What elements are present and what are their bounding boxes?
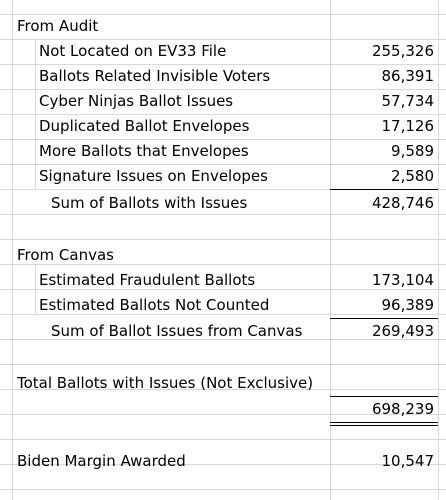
grid-line bbox=[0, 364, 446, 365]
canvas-row-value: 173,104 bbox=[371, 271, 434, 289]
audit-sum-value: 428,746 bbox=[371, 194, 434, 212]
grid-column-line bbox=[35, 39, 36, 189]
grid-line bbox=[0, 489, 446, 490]
canvas-row-label: Estimated Fraudulent Ballots bbox=[39, 271, 256, 289]
double-underline-top bbox=[330, 422, 438, 423]
audit-row-value: 17,126 bbox=[381, 117, 434, 135]
canvas-row-label: Estimated Ballots Not Counted bbox=[39, 296, 270, 314]
audit-row-value: 255,326 bbox=[371, 42, 434, 60]
section-heading-audit: From Audit bbox=[17, 17, 99, 35]
audit-row-label: More Ballots that Envelopes bbox=[39, 142, 249, 160]
grid-column-line bbox=[12, 0, 13, 500]
audit-row-label: Duplicated Ballot Envelopes bbox=[39, 117, 250, 135]
sum-underline bbox=[330, 189, 438, 190]
audit-row-value: 2,580 bbox=[391, 167, 434, 185]
audit-row-value: 57,734 bbox=[381, 92, 434, 110]
total-value: 698,239 bbox=[371, 400, 434, 418]
double-underline-bottom bbox=[330, 425, 438, 426]
grid-column-line bbox=[35, 264, 36, 314]
audit-row-value: 86,391 bbox=[381, 67, 434, 85]
audit-row-label: Signature Issues on Envelopes bbox=[39, 167, 268, 185]
canvas-sum-label: Sum of Ballot Issues from Canvas bbox=[51, 322, 303, 340]
audit-row-label: Not Located on EV33 File bbox=[39, 42, 227, 60]
audit-row-label: Cyber Ninjas Ballot Issues bbox=[39, 92, 234, 110]
audit-sum-label: Sum of Ballots with Issues bbox=[51, 194, 248, 212]
margin-value: 10,547 bbox=[381, 452, 434, 470]
grid-line bbox=[0, 239, 446, 240]
grid-line bbox=[0, 439, 446, 440]
audit-row-label: Ballots Related Invisible Voters bbox=[39, 67, 271, 85]
total-label: Total Ballots with Issues (Not Exclusive) bbox=[17, 374, 314, 392]
section-heading-canvas: From Canvas bbox=[17, 246, 114, 264]
audit-row-value: 9,589 bbox=[391, 142, 434, 160]
grid-column-line bbox=[438, 0, 439, 500]
canvas-sum-value: 269,493 bbox=[371, 322, 434, 340]
margin-label: Biden Margin Awarded bbox=[17, 452, 186, 470]
canvas-row-value: 96,389 bbox=[381, 296, 434, 314]
